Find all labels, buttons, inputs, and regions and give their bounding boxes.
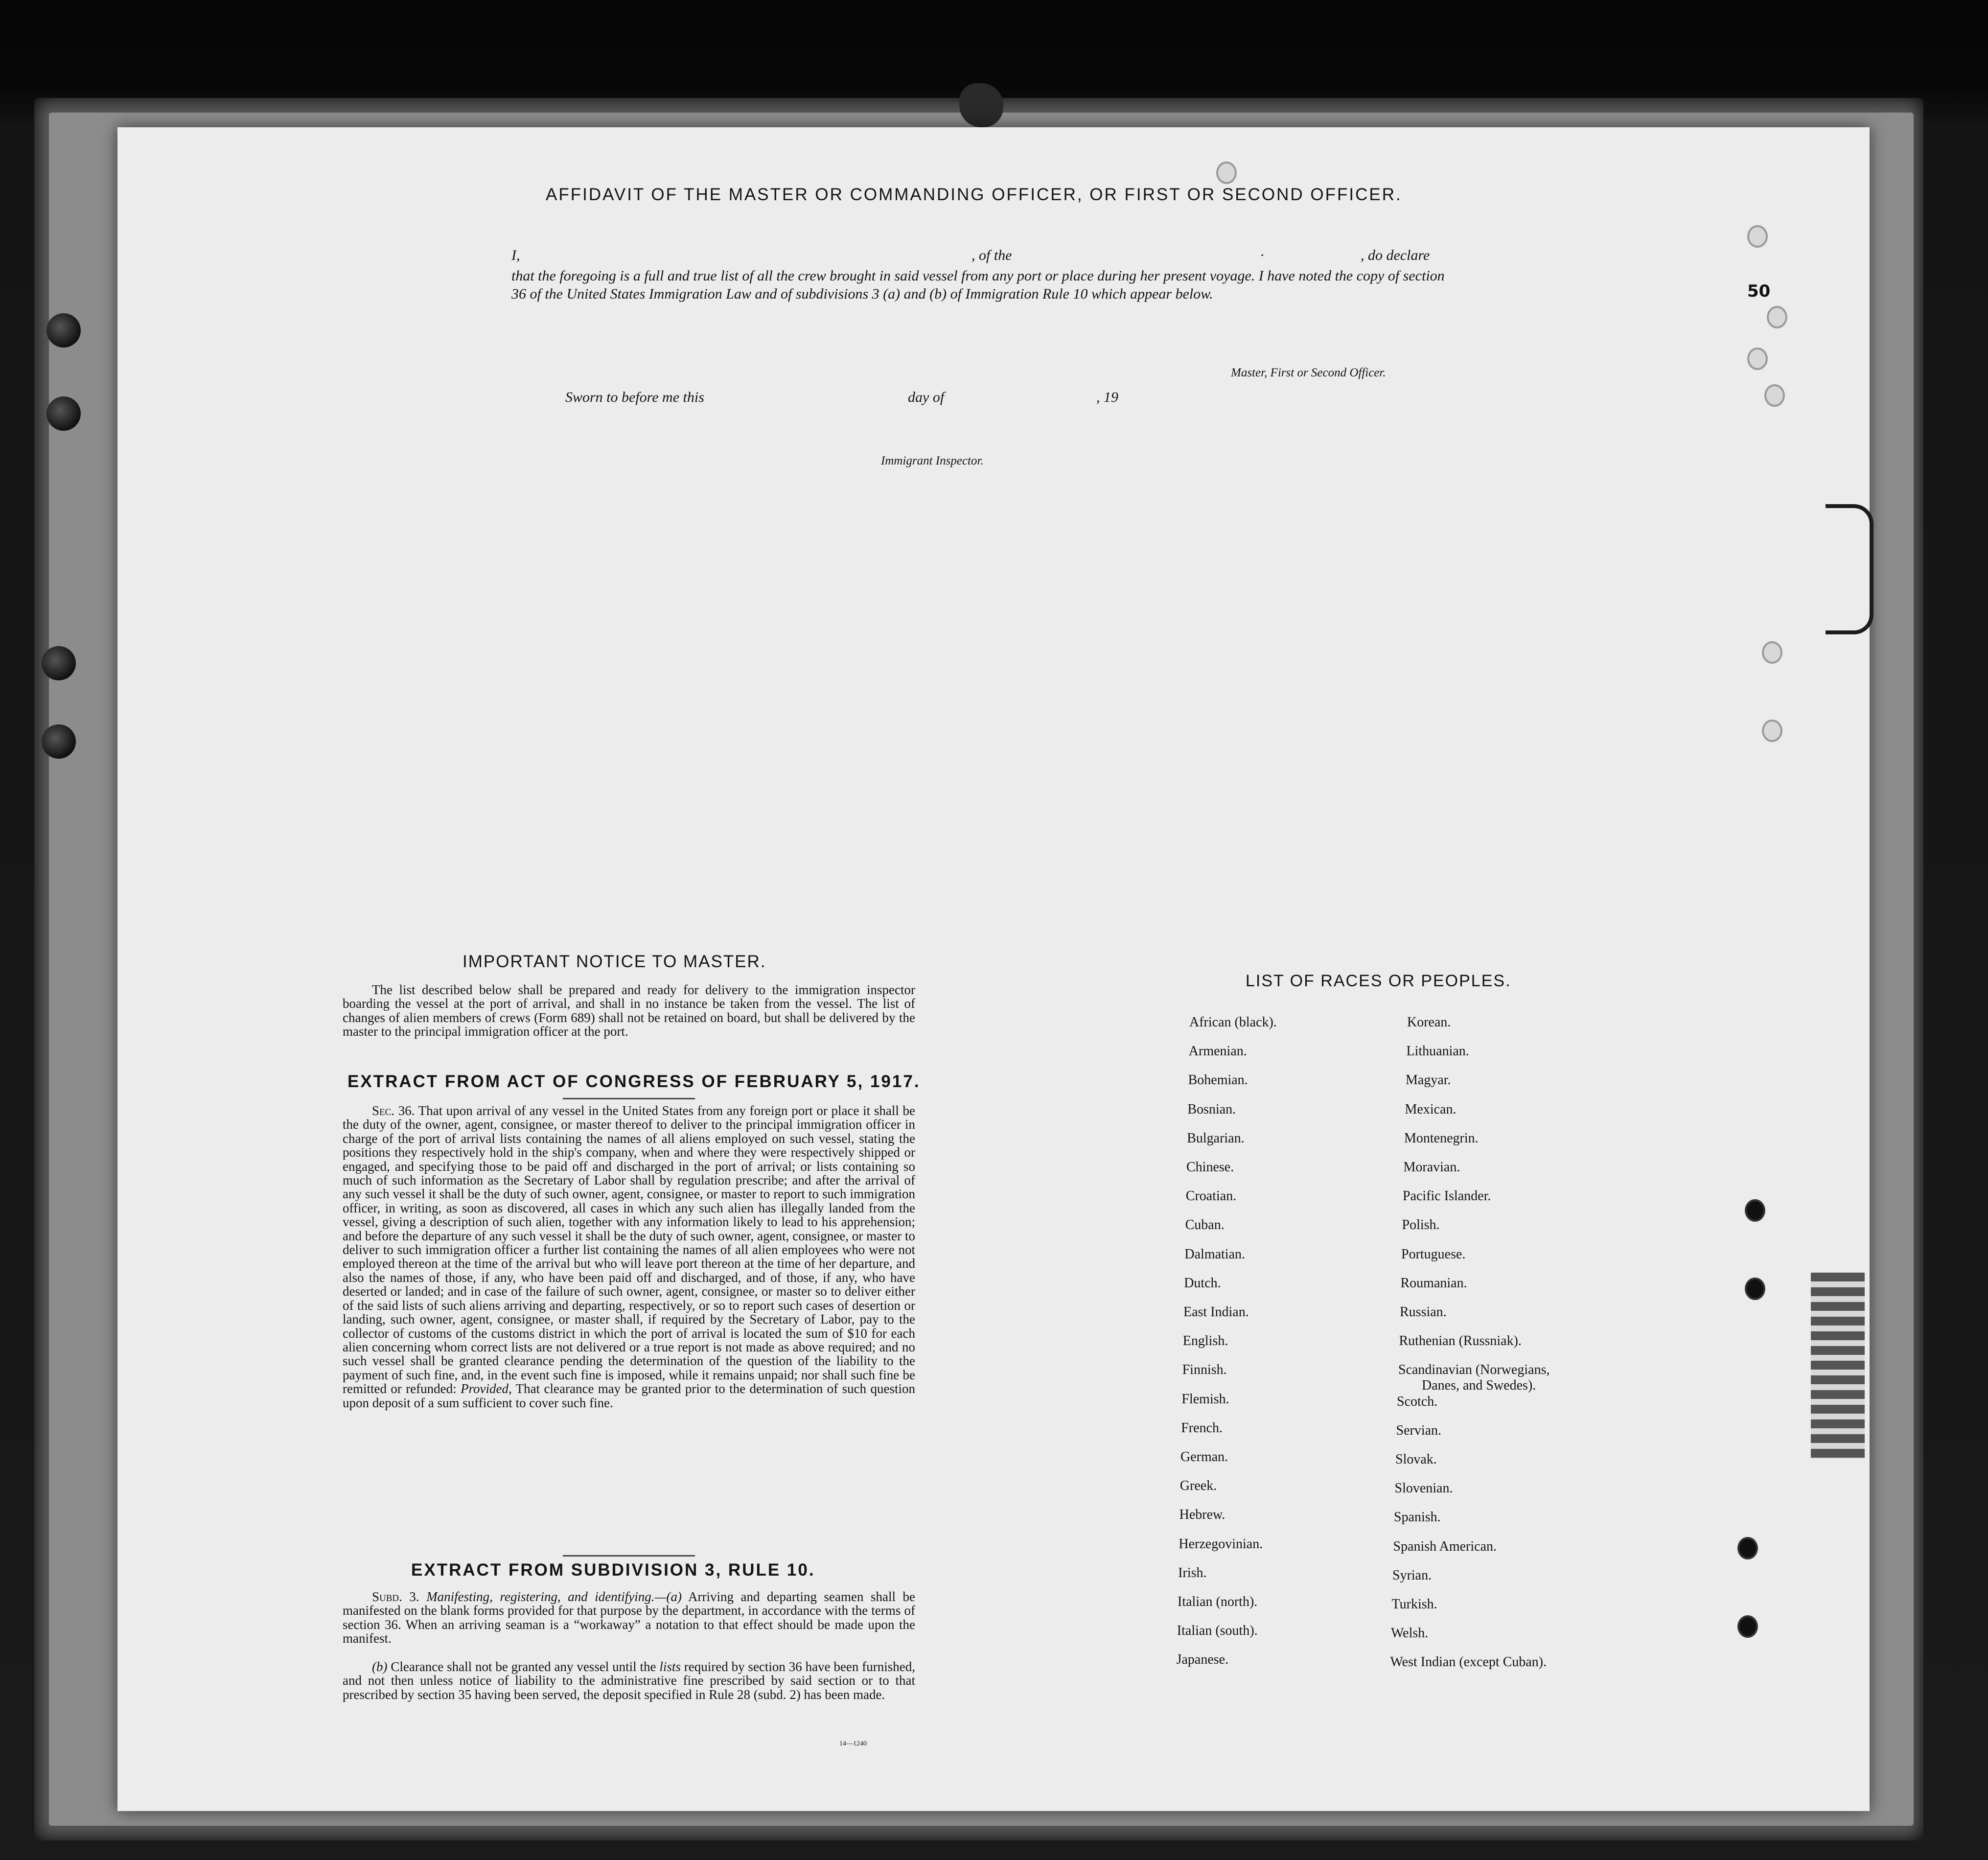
declarant-pronoun: I, bbox=[511, 247, 520, 263]
do-declare-label: , do declare bbox=[1361, 247, 1430, 263]
race-item: Croatian. bbox=[1185, 1188, 1237, 1204]
of-the-label: , of the bbox=[971, 247, 1012, 263]
notice-title: IMPORTANT NOTICE TO MASTER. bbox=[462, 952, 766, 971]
rule-extract-title: EXTRACT FROM SUBDIVISION 3, RULE 10. bbox=[411, 1560, 815, 1580]
punch-hole-icon bbox=[1737, 1537, 1758, 1559]
race-item: West Indian (except Cuban). bbox=[1390, 1654, 1547, 1670]
punch-hole-icon bbox=[1216, 162, 1237, 184]
race-item: Spanish American. bbox=[1393, 1538, 1497, 1554]
race-item: Japanese. bbox=[1176, 1652, 1229, 1668]
side-stamp-mark bbox=[1811, 1273, 1865, 1459]
punch-hole-icon bbox=[1737, 1615, 1758, 1638]
race-item: East Indian. bbox=[1183, 1304, 1249, 1320]
race-item: Greek. bbox=[1179, 1478, 1217, 1494]
vessel-dot: · bbox=[1260, 247, 1264, 263]
sworn-prefix: Sworn to before me this bbox=[565, 389, 704, 405]
race-item: Polish. bbox=[1402, 1217, 1440, 1233]
race-item: Cuban. bbox=[1185, 1217, 1225, 1233]
form-number: 14—1240 bbox=[839, 1740, 867, 1747]
punch-hole-icon bbox=[1745, 1199, 1765, 1222]
race-item: Chinese. bbox=[1186, 1160, 1234, 1175]
race-item: Finnish. bbox=[1182, 1362, 1227, 1378]
race-item: Scotch. bbox=[1397, 1394, 1438, 1409]
declaration-text: that the foregoing is a full and true list of all the crew brought in said vessel from any port or place during her present voyage. I have noted the copy of section 36 of the United States Immigration Law and of subdivisions 3 (a) and (b) of Immigration Rule 10 which appear below. bbox=[511, 268, 1445, 302]
lists-word: lists bbox=[659, 1659, 681, 1674]
race-item: Danes, and Swedes). bbox=[1422, 1378, 1536, 1394]
race-item: Turkish. bbox=[1391, 1597, 1437, 1612]
race-item: Korean. bbox=[1407, 1015, 1451, 1030]
race-item: English. bbox=[1182, 1333, 1228, 1349]
race-item: Bulgarian. bbox=[1187, 1130, 1245, 1146]
race-item: Portuguese. bbox=[1401, 1246, 1466, 1262]
race-item: Lithuanian. bbox=[1406, 1044, 1469, 1059]
race-item: Servian. bbox=[1396, 1422, 1442, 1438]
section-36-lead: Sec. 36. bbox=[372, 1103, 415, 1118]
race-item: Hebrew. bbox=[1179, 1507, 1225, 1523]
document-page bbox=[117, 127, 1870, 1811]
punch-hole-icon bbox=[1764, 384, 1785, 407]
race-item: German. bbox=[1180, 1449, 1228, 1465]
race-item: Irish. bbox=[1178, 1565, 1207, 1581]
subdivision-heading: Manifesting, registering, and identifying.—(a) bbox=[426, 1589, 682, 1604]
page-number: 50 bbox=[1747, 281, 1771, 301]
race-item: Italian (north). bbox=[1178, 1594, 1258, 1609]
race-item: Magyar. bbox=[1406, 1072, 1451, 1088]
race-item: Dutch. bbox=[1184, 1275, 1221, 1291]
race-item: Bohemian. bbox=[1188, 1072, 1248, 1088]
rule-subdivision-a bbox=[343, 1590, 915, 1646]
race-item: Pacific Islander. bbox=[1403, 1188, 1491, 1204]
race-item: Slovenian. bbox=[1394, 1481, 1453, 1496]
act-extract-title: EXTRACT FROM ACT OF CONGRESS OF FEBRUARY 5, 1917. bbox=[347, 1072, 921, 1091]
punch-hole-icon bbox=[1767, 306, 1787, 328]
races-title: LIST OF RACES OR PEOPLES. bbox=[1246, 972, 1511, 990]
binder-rivet-icon bbox=[42, 646, 76, 680]
binder-rivet-icon bbox=[46, 313, 81, 348]
punch-hole-icon bbox=[1745, 1278, 1765, 1300]
subdivision-lead: Subd. 3. bbox=[372, 1589, 419, 1604]
race-item: Bosnian. bbox=[1187, 1101, 1236, 1117]
race-item: Italian (south). bbox=[1177, 1623, 1258, 1639]
race-item: Roumanian. bbox=[1400, 1275, 1467, 1291]
subdivision-a-text: Arriving and departing seamen shall be manifested on the blank forms provided for that purpose by the department, in accordance with the terms of section 36. When an arriving seaman is a “workaway” a notation to that effect should be made upon the manifest. bbox=[343, 1589, 916, 1646]
race-item: Dalmatian. bbox=[1184, 1246, 1246, 1262]
rule-subdivision-b bbox=[343, 1660, 915, 1701]
race-item: French. bbox=[1181, 1420, 1223, 1436]
race-item: Herzegovinian. bbox=[1179, 1536, 1263, 1552]
sworn-day-of: day of bbox=[908, 389, 945, 405]
race-item: Spanish. bbox=[1394, 1510, 1441, 1525]
race-item: Welsh. bbox=[1391, 1626, 1429, 1641]
affidavit-title: AFFIDAVIT OF THE MASTER OR COMMANDING OFFICER, OR FIRST OR SECOND OFFICER. bbox=[546, 185, 1402, 204]
section-36-text bbox=[343, 1104, 915, 1410]
race-item: Russian. bbox=[1400, 1304, 1447, 1320]
subdivision-b-text-2: required by section 36 have been furnished, and not then unless notice of liability to the administrative fine prescribed by said section or to that prescribed by section 35 having been served, the deposit specified in Rule 28 (subd. 2) has been made. bbox=[343, 1659, 915, 1702]
inspector-signature-label: Immigrant Inspector. bbox=[881, 454, 984, 467]
binder-tab bbox=[959, 83, 1003, 127]
race-item: Ruthenian (Russniak). bbox=[1399, 1333, 1522, 1349]
race-item: Mexican. bbox=[1405, 1101, 1456, 1117]
section-36-proviso: That clearance may be granted prior to the determination of such question upon deposit of a sum sufficient to cover such fine. bbox=[343, 1381, 916, 1410]
race-item: Moravian. bbox=[1403, 1160, 1460, 1175]
provided-word: Provided, bbox=[461, 1381, 512, 1396]
binder-rivet-icon bbox=[42, 724, 76, 759]
binder-clip-icon bbox=[1826, 504, 1873, 634]
race-item: Armenian. bbox=[1188, 1044, 1247, 1059]
race-item: Syrian. bbox=[1392, 1567, 1432, 1583]
divider-line bbox=[563, 1555, 695, 1557]
subdivision-b-label: (b) bbox=[372, 1659, 388, 1674]
punch-hole-icon bbox=[1747, 348, 1768, 370]
punch-hole-icon bbox=[1762, 641, 1782, 664]
divider-line bbox=[563, 1098, 695, 1099]
binder-rivet-icon bbox=[46, 396, 81, 431]
sworn-year: , 19 bbox=[1096, 389, 1118, 405]
master-signature-label: Master, First or Second Officer. bbox=[1231, 366, 1386, 379]
punch-hole-icon bbox=[1747, 225, 1768, 248]
race-item: Flemish. bbox=[1181, 1391, 1229, 1407]
subdivision-b-text-1: Clearance shall not be granted any vessel until the bbox=[391, 1659, 656, 1674]
race-item: African (black). bbox=[1189, 1015, 1277, 1030]
punch-hole-icon bbox=[1762, 720, 1782, 742]
race-item: Scandinavian (Norwegians, bbox=[1398, 1362, 1550, 1378]
race-item: Slovak. bbox=[1395, 1452, 1437, 1467]
notice-text: The list described below shall be prepared and ready for delivery to the immigration inspector boarding the vessel at the port of arrival, and shall in no instance be taken from the vessel. The list of changes of alien members of crews (Form 689) shall not be retained on board, but shall be delivered by the master to the principal immigration officer at the port. bbox=[343, 982, 915, 1039]
race-item: Montenegrin. bbox=[1404, 1130, 1479, 1146]
section-36-body: That upon arrival of any vessel in the United States from any foreign port or place it shall be the duty of the owner, agent, consignee, or master thereof to deliver to the principal immigration officer in charge of the port of arrival lists containing the names of all aliens employed on such vessel, stating the positions they respectively hold in the ship's company, when and where they were respectively shipped or engaged, and specifying those to be paid off and discharged in the port of arrival; or lists containing so much of such information as the Secretary of Labor shall by regulation prescribe; and after the arrival of any such vessel it shall be the duty of such owner, agent, consignee, or master to report to such immigration officer, in writing, as soon as discovered, all cases in which any such alien has illegally landed from the vessel, giving a description of such alien, together with any information likely to lead to his apprehension; and before the departure of any such vessel it shall be the duty of such owner, agent, consignee, or master to deliver to such immigration officer a further list containing the names of all alien employees who were not employed thereon at the time of the arrival but who will leave port thereon at the time of her departure, and also the names of those, if any, who have been paid off and discharged, and of those, if any, who have deserted or landed; and in case of the failure of such owner, agent, consignee, or master so to deliver either of the said lists of such aliens arriving and departing, respectively, or so to report such cases of desertion or landing, such owner, agent, consignee, or master shall, if required by the Secretary of Labor, pay to the collector of customs of the customs district in which the port of arrival is located the sum of $10 for each alien concerning whom correct lists are not delivered or a true report is not made as above required; and no such vessel shall be granted clearance pending the determination of the question of the liability to the payment of such fine, and, in the event such fine is imposed, while it remains unpaid; nor shall such fine be remitted or refunded: bbox=[343, 1103, 915, 1396]
